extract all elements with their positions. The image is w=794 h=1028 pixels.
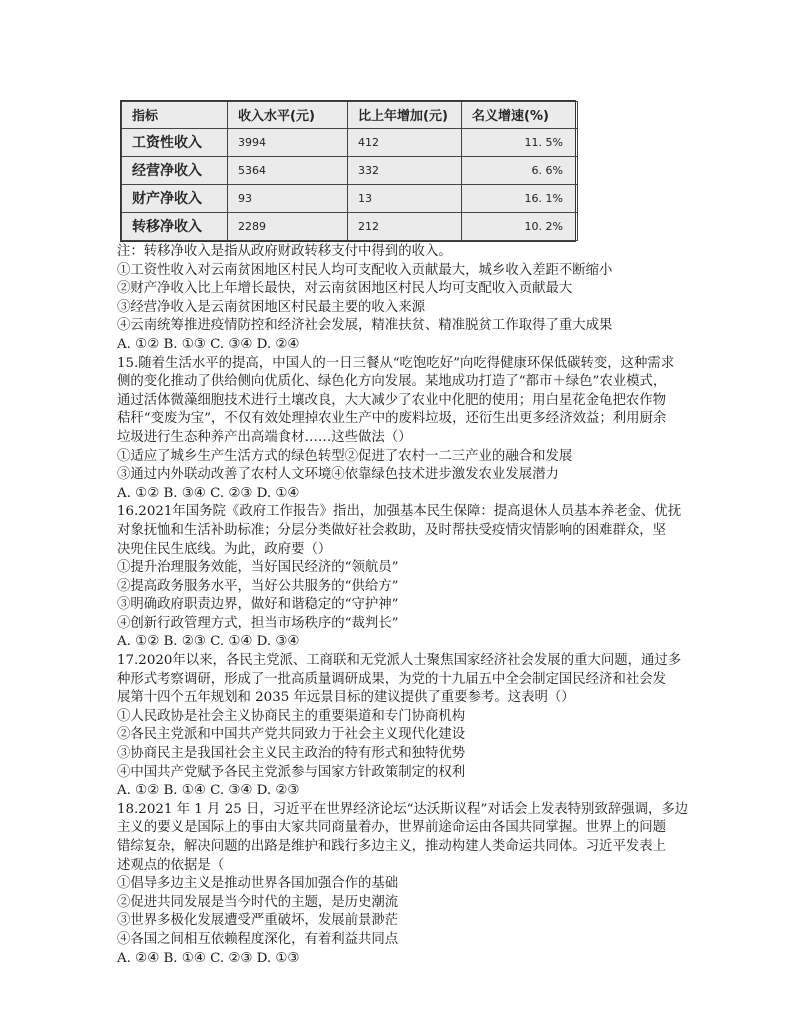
table-row: [122, 212, 578, 240]
answer-choices: A. ①② B. ①④ C. ③④ D. ②③: [117, 783, 300, 799]
table-header-cell: 名义增速(%): [462, 102, 578, 129]
option-statement: ③通过内外联动改善了农村人文环境④依靠绿色技术进步激发农业发展潜力: [117, 467, 559, 483]
table-cell-rate: 10. 2%: [462, 212, 578, 240]
question-18-text: 18.2021 年 1 月 25 日，习近平在世界经济论坛“达沃斯议程”对话会上发表特别致辞强调，多边: [117, 801, 689, 817]
table-cell-increase: 412: [348, 128, 462, 156]
table-header-cell: 收入水平(元): [228, 102, 348, 129]
question-16-text: 对象抚恤和生活补助标准；分层分类做好社会救助，及时帮扶受疫情灾情影响的困难群众，坚: [117, 522, 667, 538]
question-17-text: 17.2020年以来，各民主党派、工商联和无党派人士聚焦国家经济社会发展的重大问题，通过多: [117, 653, 682, 669]
question-18-text: 错综复杂，解决问题的出路是维护和践行多边主义，推动构建人类命运共同体。习近平发表上: [117, 839, 667, 854]
question-15-text: 秸秆“变废为宝”，不仅有效处理掉农业生产中的废料垃圾，还衍生出更多经济效益；利用厨余: [117, 411, 667, 427]
table-row: [122, 156, 578, 184]
question-15-text: 通过活体微藻细胞技术进行土壤改良，大大减少了农业中化肥的使用；用白星花金龟把农作物: [117, 392, 667, 408]
question-16-text: 16.2021年国务院《政府工作报告》指出，加强基本民生保障：提高退休人员基本养老金、优抚: [117, 504, 682, 520]
question-18-text: 述观点的依据是（: [117, 857, 225, 873]
table-note: 注：转移净收入是指从政府财政转移支付中得到的收入。: [117, 244, 452, 259]
option-statement: ①倡导多边主义是推动世界各国加强合作的基础: [117, 876, 399, 892]
option-statement: ②各民主党派和中国共产党共同致力于社会主义现代化建设: [117, 727, 466, 743]
option-statement: ①人民政协是社会主义协商民主的重要渠道和专门协商机构: [117, 708, 466, 724]
option-statement: ②财产净收入比上年增长最快，对云南贫困地区村民人均可支配收入贡献最大: [117, 281, 573, 297]
answer-choices: A. ①② B. ②③ C. ①④ D. ③④: [117, 634, 300, 650]
option-statement: ①工资性收入对云南贫困地区村民人均可支配收入贡献最大，城乡收入差距不断缩小: [117, 262, 613, 278]
table-header-row: [122, 102, 578, 129]
table-cell-increase: 212: [348, 212, 462, 240]
income-table: [121, 101, 578, 241]
table-cell-increase: 332: [348, 156, 462, 184]
table-cell-rate: 16. 1%: [462, 184, 578, 212]
question-15-text: 15.随着生活水平的提高，中国人的一日三餐从“吃饱吃好”向吃得健康环保低碳转变，这种需求: [117, 355, 675, 371]
table-cell-level: 3994: [228, 128, 348, 156]
question-text: [117, 243, 689, 968]
table-cell-indicator: 财产净收入: [122, 184, 228, 212]
table-cell-increase: 13: [348, 184, 462, 212]
income-table-image: [120, 100, 576, 242]
option-statement: ③经营净收入是云南贫困地区村民最主要的收入来源: [117, 299, 425, 315]
option-statement: ④各国之间相互依赖程度深化，有着利益共同点: [117, 931, 399, 947]
answer-choices: A. ①② B. ③④ C. ②③ D. ①④: [117, 485, 300, 501]
table-cell-indicator: 经营净收入: [122, 156, 228, 184]
question-15-text: 垃圾进行生态种养产出高端食材……这些做法（）: [117, 429, 412, 445]
question-17-text: 展第十四个五年规划和 2035 年远景目标的建议提供了重要参考。这表明（）: [117, 690, 575, 706]
option-statement: ③明确政府职责边界，做好和谐稳定的“守护神”: [117, 597, 399, 613]
option-statement: ①提升治理服务效能，当好国民经济的“领航员”: [117, 560, 399, 576]
question-15-text: 侧的变化推动了供给侧向优质化、绿色化方向发展。某地成功打造了“都市＋绿色”农业模式，: [117, 374, 667, 390]
table-cell-level: 93: [228, 184, 348, 212]
table-row: [122, 128, 578, 156]
option-statement: ②提高政务服务水平，当好公共服务的“供给方”: [117, 578, 399, 594]
option-statement: ③世界多极化发展遭受严重破坏，发展前景渺茫: [117, 913, 399, 929]
answer-choices: A. ②④ B. ①④ C. ②③ D. ①③: [117, 950, 300, 966]
table-cell-indicator: 工资性收入: [122, 128, 228, 156]
table-cell-rate: 6. 6%: [462, 156, 578, 184]
question-17-text: 种形式考察调研，形成了一批高质量调研成果，为党的十九届五中全会制定国民经济和社会发: [117, 671, 667, 687]
option-statement: ①适应了城乡生产生活方式的绿色转型②促进了农村一二三产业的融合和发展: [117, 448, 573, 464]
table-cell-indicator: 转移净收入: [122, 212, 228, 240]
option-statement: ④中国共产党赋予各民主党派参与国家方针政策制定的权利: [117, 764, 466, 780]
option-statement: ③协商民主是我国社会主义民主政治的特有形式和独特优势: [117, 746, 466, 762]
question-18-text: 主义的要义是国际上的事由大家共同商量着办，世界前途命运由各国共同掌握。世界上的问题: [117, 820, 667, 836]
table-cell-level: 5364: [228, 156, 348, 184]
question-16-text: 决兜住民生底线。为此，政府要（）: [117, 541, 332, 557]
table-cell-rate: 11. 5%: [462, 128, 578, 156]
table-cell-level: 2289: [228, 212, 348, 240]
option-statement: ④云南统筹推进疫情防控和经济社会发展，精准扶贫、精准脱贫工作取得了重大成果: [117, 318, 613, 334]
option-statement: ②促进共同发展是当今时代的主题，是历史潮流: [117, 894, 399, 910]
table-row: [122, 184, 578, 212]
option-statement: ④创新行政管理方式，担当市场秩序的“裁判长”: [117, 615, 399, 631]
table-header-cell: 比上年增加(元): [348, 102, 462, 129]
table-header-cell: 指标: [122, 102, 228, 129]
answer-choices: A. ①② B. ①③ C. ③④ D. ②④: [117, 336, 300, 352]
